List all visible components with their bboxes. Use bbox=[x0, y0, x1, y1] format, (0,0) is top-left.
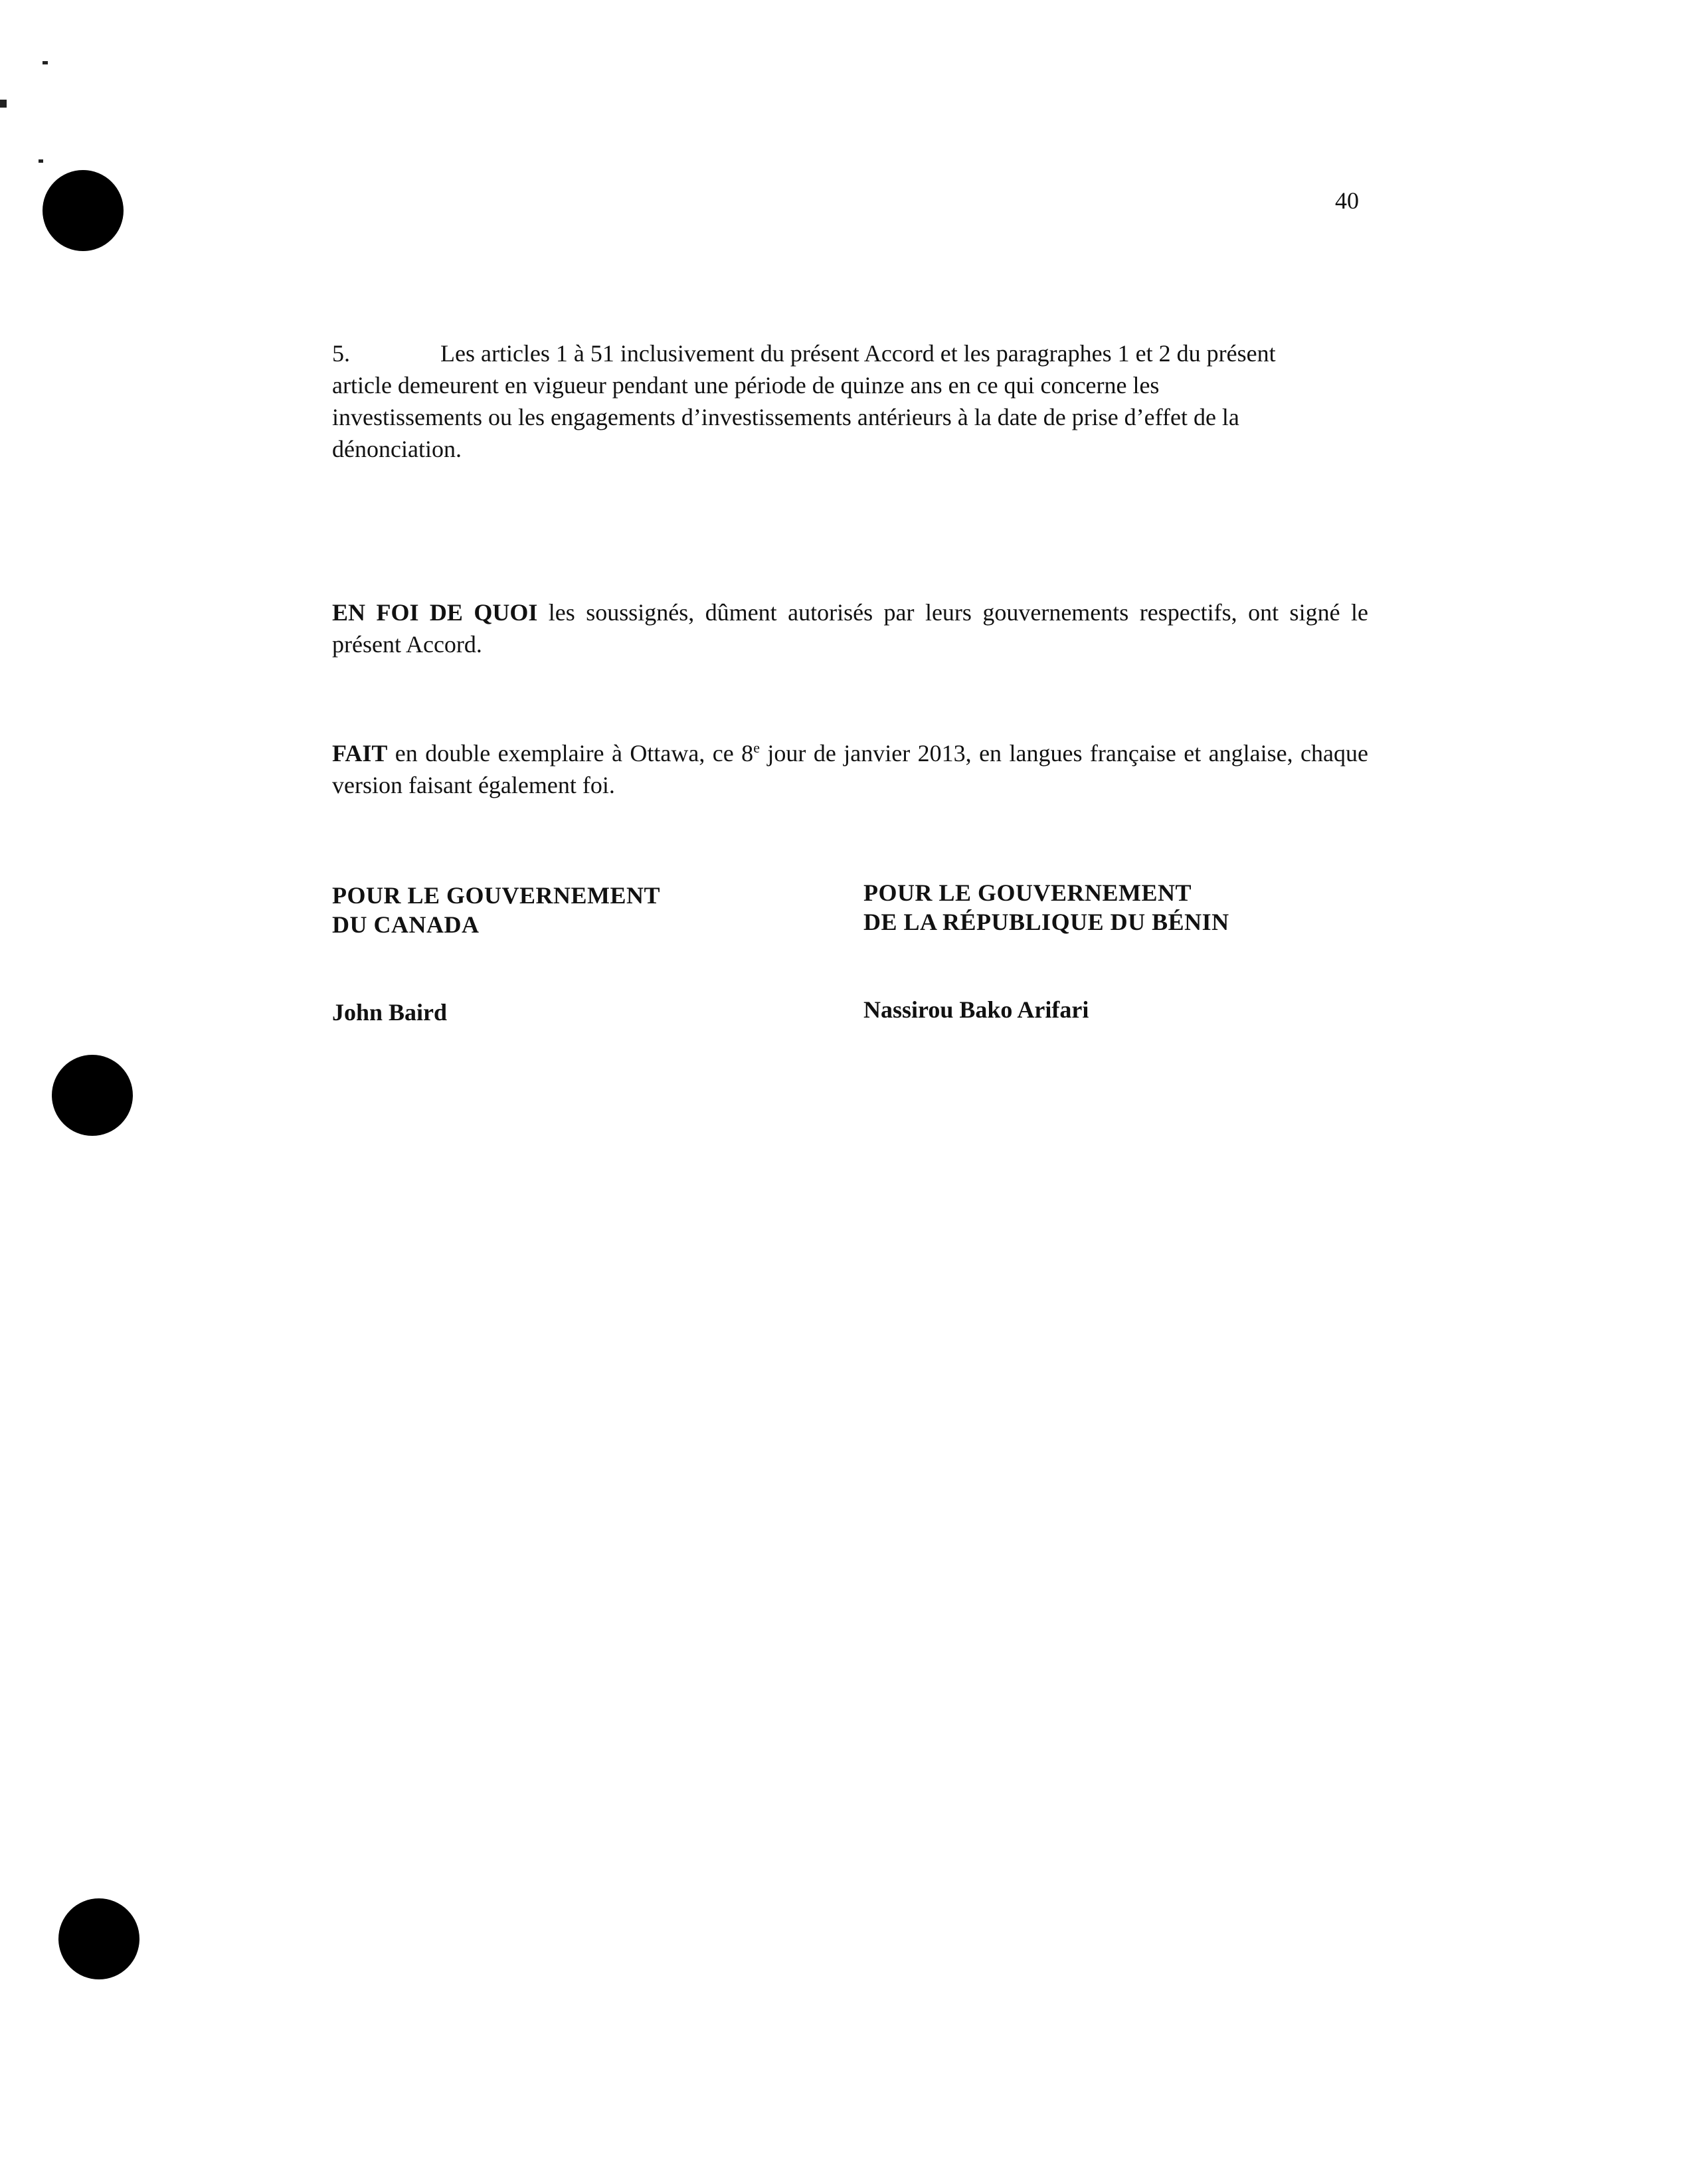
paragraph-5 bbox=[332, 337, 1368, 465]
paragraph-5-line-4: dénonciation. bbox=[332, 436, 462, 462]
signatory-benin bbox=[863, 878, 1229, 937]
paragraph-5-line-3: investissements ou les engagements d’investissements antérieurs à la date de prise d’effet de la bbox=[332, 404, 1239, 430]
done-text-1: en double exemplaire à Ottawa, ce 8 bbox=[387, 740, 754, 767]
signatory-benin-line-1: POUR LE GOUVERNEMENT bbox=[863, 879, 1192, 906]
witness-text: les soussignés, dûment autorisés par leurs gouvernements respectifs, ont signé le présent Accord. bbox=[332, 599, 1368, 658]
signatory-benin-line-2: DE LA RÉPUBLIQUE DU BÉNIN bbox=[863, 909, 1229, 935]
done-lead: FAIT bbox=[332, 740, 388, 767]
paragraph-number: 5. bbox=[332, 340, 350, 367]
signatory-name-canada: John Baird bbox=[332, 999, 448, 1026]
page-number: 40 bbox=[1335, 187, 1359, 214]
witness-lead: EN FOI DE QUOI bbox=[332, 599, 538, 626]
paragraph-5-line-2: article demeurent en vigueur pendant une période de quinze ans en ce qui concerne les bbox=[332, 372, 1160, 399]
signatory-canada-line-2: DU CANADA bbox=[332, 911, 480, 938]
done-clause bbox=[332, 737, 1368, 801]
done-text-2: jour de janvier 2013, en langues française et anglaise, chaque version faisant également foi. bbox=[332, 740, 1368, 798]
punch-hole-bottom bbox=[58, 1898, 139, 1979]
signatory-name-benin: Nassirou Bako Arifari bbox=[863, 996, 1089, 1023]
punch-hole-middle bbox=[52, 1055, 133, 1136]
punch-hole-top bbox=[43, 170, 124, 251]
paragraph-5-line-1 bbox=[332, 337, 1368, 369]
scan-mark bbox=[39, 159, 43, 163]
signatory-canada-line-1: POUR LE GOUVERNEMENT bbox=[332, 882, 661, 909]
ordinal-suffix: e bbox=[753, 739, 760, 756]
witness-clause bbox=[332, 596, 1368, 660]
scan-mark bbox=[43, 61, 48, 64]
paragraph-text: Les articles 1 à 51 inclusivement du présent Accord et les paragraphes 1 et 2 du présent bbox=[440, 340, 1276, 367]
signatory-canada bbox=[332, 881, 660, 939]
scan-mark bbox=[0, 100, 7, 108]
